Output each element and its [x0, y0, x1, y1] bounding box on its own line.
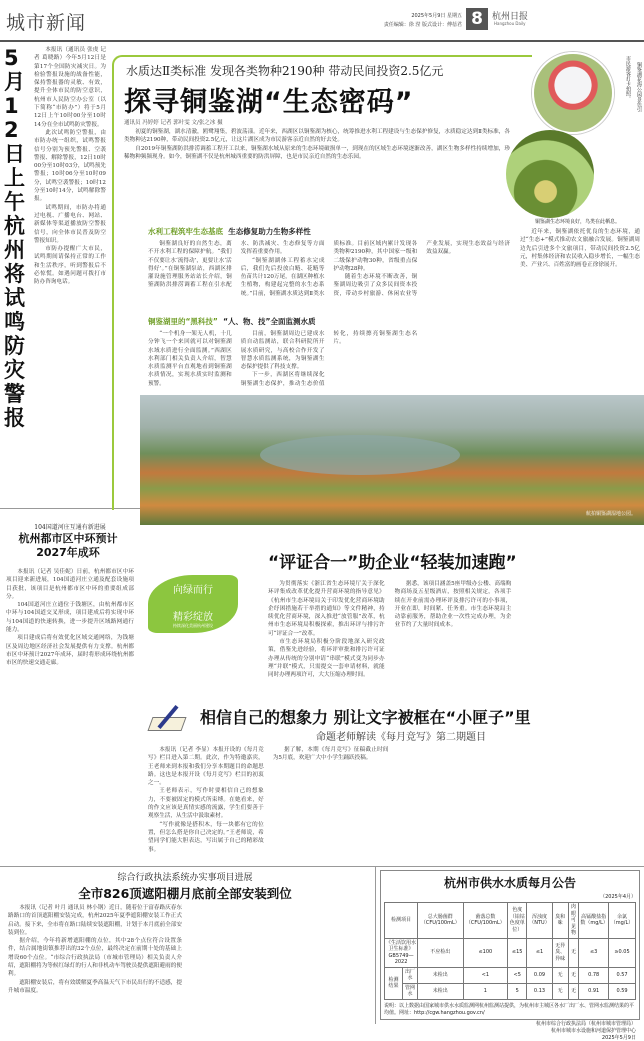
- shade-body: [8, 904, 366, 1022]
- cell: 无: [568, 967, 579, 983]
- table-header-row: [385, 903, 636, 939]
- cell: 0.57: [609, 967, 636, 983]
- ring-road-headline: 杭州都市区中环预计2027年成环: [18, 532, 118, 559]
- water-issuer-1: 杭州市综合行政执法局（杭州市城市管理局）: [535, 1020, 636, 1027]
- paragraph: 试鸣期间，市防办将通过电视、广播电台、网站、新媒体等渠道播放防空警报信号，向全体市民普及防空警报知识。: [34, 204, 106, 244]
- table-row: [385, 967, 636, 983]
- subhead-black: “人、物、技”全面监测水质: [223, 317, 316, 326]
- green-leaf-logo: [148, 575, 238, 633]
- column-header: 浑浊度（NTU）: [527, 903, 553, 939]
- cell: ≤100: [463, 938, 508, 967]
- side-caption-1: 市民游客打卡拍照。: [625, 56, 631, 101]
- writing-headline: 相信自己的想象力 别让文字被框在“小匣子”里: [200, 708, 531, 727]
- paragraph: 项目建成后将有效优化区域交通网络，为钱塘区及周边地区经济社会发展提供有力支撑。杭州都市区中环预计2027年成环，届时将形成环绕杭州都市区的快速交通走廊。: [6, 635, 134, 667]
- paragraph: 104国道河庄立通位于钱塘区，由杭州都市区中环与104国道交叉形成，项目建成后将实现中环与104国道的快速转换，进一步提升区域路网通行能力。: [6, 602, 134, 634]
- paragraph: 自2019年铜鉴湖防洪排涝调蓄工程开工以来，铜鉴湖水域从原来的生态环境破损单一，到现在的区域生态环境逐渐改善，湖区生物多样性持续增加，珍稀物种频频现身。如今，铜鉴湖不仅是杭州城西重要的防洪屏障，也是市民亲近自然的生态乐园。: [124, 145, 510, 160]
- cell: 0.13: [527, 983, 553, 999]
- paragraph: 下一步，西湖区将继续深化铜鉴湖生态保护，推动生态价值转化，持续擦亮铜鉴湖生态名片。: [240, 331, 418, 387]
- cell: 5: [508, 983, 527, 999]
- issue-date: 2025年5月9日 星期五: [411, 13, 462, 19]
- table-row: [385, 938, 636, 967]
- paragraph: 随着生态环境不断改善，铜鉴湖周边吸引了众多民间资本投资，带动乡村旅游、休闲农业等产业发展，实现生态效益与经济效益双赢。: [333, 241, 510, 297]
- column-header: 检测项目: [385, 903, 418, 939]
- page-number: 8: [466, 8, 488, 30]
- paragraph: 本报讯（记者 叶月 通讯员 林小钢）近日，随着位于富春路庆春东路路口的首顶遮阳棚安装完成，杭州2025年夏季遮阳棚安装工作正式启动。接下来，全市将在路口陆续安装遮阳棚，计划于本月底前全部安装到位。: [8, 905, 182, 936]
- subhead-green: 铜鉴湖里的“黑科技”: [148, 317, 218, 326]
- cell: 无: [568, 983, 579, 999]
- water-notice: [380, 870, 640, 1041]
- side-caption-3: 铜鉴湖生态环境良好，鸟类在此栖息。: [534, 219, 620, 225]
- subhead-green: 水利工程筑牢生态基底: [148, 227, 223, 236]
- paragraph: 此次试鸣防空警报，由市防办统一组织，试鸣警报信号分别为预先警报、空袭警报、解除警报，12日10时00分至10时03分，试鸣预先警报；10时06分至10时09分，试鸣空袭警报；10时12分至10时14分，试鸣解除警报。: [34, 129, 106, 203]
- paragraph: 王老师表示，写作时要相信自己的想象力，不要被固定的模式所束缚。在她看来，好的作文应该是真情实感的流露，学生们要善于观察生活，从生活中汲取素材。: [148, 788, 264, 820]
- column-header: 余氯（mg/L）: [609, 903, 636, 939]
- column-header: 色度（铂钴色度单位）: [508, 903, 527, 939]
- photo-caption: 航拍铜鉴湖湿地公园。: [585, 511, 636, 517]
- cell: 1: [463, 983, 508, 999]
- side-body: [520, 228, 640, 388]
- cell: 无: [552, 967, 568, 983]
- row-label: 《生活饮用水卫生标准》GB5749—2022: [386, 939, 417, 965]
- paragraph: 初夏的铜鉴湖，湖水清澈，鸥鹭翔集，碧波荡漾。近年来，西湖区以铜鉴湖为核心，统筹推进水利工程建设与生态保护修复，水质稳定达到Ⅱ类标准，各类物种达2190种，带动民间投资2.5亿元，让这片湖区成为市民游客亲近自然的好去处。: [124, 129, 510, 144]
- shade-headline: 全市826顶遮阳棚月底前全部安装到位: [78, 886, 292, 901]
- cell: <1: [463, 967, 508, 983]
- paragraph: “铜鉴湖湖体工程蓄水完成后，我们先后投放白鲢、花鲢等鱼苗共计120万尾，在湖区种植水生植物，构建起完整的水生态系统。”目前，铜鉴湖水质达到Ⅱ类水质标准。目前区域内累计发现各类物种2190种，其中国家一级和二级保护动物30种，省级重点保护动物28种。: [240, 241, 418, 297]
- row-label: 管网水: [402, 983, 417, 999]
- paragraph: 据介绍，今年将新增遮阳棚的点位，其中28个点位符合设置条件，结合属地街镇推荐出的32个点位，最终决定在前期十处的基础上增设60个点位。“市综合行政执法局（市城市管理局）相关负责人介绍，遮阳棚将为等候红绿灯的行人和非机动车驾驶员提供遮阳避雨的便利。: [8, 938, 182, 978]
- subhead-black: 生态修复助力生物多样性: [228, 227, 311, 236]
- water-quality-table: [384, 902, 636, 1000]
- paragraph: 本报讯（记者 李显）本报开设的《每月竞写》栏目进入第二期。此次，作为特邀嘉宾，王老师来到本报和我们分享本期题目的命题思路。这也是本报开设《每月竞写》栏目的初衷之一。: [148, 747, 264, 787]
- row-label: 出厂水: [402, 967, 417, 983]
- main-byline: 通讯员 冯婷婷 记者 郭叶雯 文/张之冰 摄: [124, 120, 223, 126]
- section-divider: [0, 866, 644, 867]
- main-kicker: 水质达Ⅱ类标准 发现各类物种2190种 带动民间投资2.5亿元: [126, 64, 444, 78]
- water-issuer-2: 杭州市城市水设施和河道保护管理中心: [550, 1027, 636, 1034]
- cell: 无: [568, 938, 579, 967]
- paragraph: 据了解，本期《每月竞写》征稿截止时间为5月底，欢迎广大中小学生踊跃投稿。: [272, 747, 389, 762]
- column-header: 肉眼可见物: [568, 903, 579, 939]
- cell: ≥0.05: [609, 938, 636, 967]
- photo-couple-frame: [532, 52, 614, 134]
- paragraph: 铜鉴湖良好的自然生态，离不开水利工程的保障护航。“我们不仅要让水‘流得动’，更要让水‘活得好’。”在铜鉴湖泵站，西湖区排灌设施管理服务站站长介绍，铜鉴湖防洪排涝调蓄工程在引水配水、防洪减灾、生态修复等方面发挥着重要作用。: [148, 241, 325, 289]
- cell: 不应检出: [418, 938, 463, 967]
- water-note: 说明：以上数据由国家城市供水水质监测网杭州监测站提供，为杭州市主城区各水厂出厂水、管网水监测结果的平均值。网址：http://cgw.hangzhou.gov.cn/: [384, 1002, 635, 1016]
- main-headline: 探寻铜鉴湖“生态密码”: [124, 87, 414, 118]
- paragraph: 本报讯（记者 吴佳妮）日前，杭州都市区中环项目迎来新进展，104国道河庄立通及配套设施项目获批，该项目是杭州都市区中环的重要组成部分。: [6, 569, 134, 600]
- writing-subheadline: 命题老师解读《每月竞写》第二期题目: [316, 732, 486, 743]
- cell: 0.78: [579, 967, 609, 983]
- cell: ≤3: [579, 938, 609, 967]
- review-body: [268, 580, 638, 695]
- logo-text-bottom: 精彩绽放: [173, 612, 213, 623]
- cell: 无: [552, 983, 568, 999]
- masthead-en: Hangzhou Daily: [494, 21, 526, 26]
- masthead: 杭州日报: [492, 12, 529, 22]
- column-divider: [375, 867, 376, 1024]
- logo-text-top: 向绿而行: [173, 585, 213, 596]
- photo-bird: [506, 130, 594, 218]
- logo-ribbon: 持续深化美丽杭州建设: [173, 623, 213, 628]
- column-header: 总大肠菌群（CFU/100mL）: [418, 903, 463, 939]
- header-rule: [0, 40, 644, 42]
- review-headline: “评证合一”助企业“轻装加速跑”: [268, 553, 517, 573]
- cell: 无异臭、异味: [552, 938, 568, 967]
- subhead-2: [148, 316, 315, 327]
- paragraph: 为贯彻落实《浙江省生态环境厅关于深化环评集成改革优化提升营商环境的指导意见》《杭州市生态环境局关于印发优化营商环境助企纾困措施若干举措的通知》等文件精神，持续优化营商环境，深入推进“放管服”改革，杭州市生态环境局积极探索，推出环评与排污许可“评证合一”改革。: [268, 581, 385, 637]
- paragraph: 市防办提醒广大市民，试鸣期间请保持正常的工作和生活秩序，听到警报后不必惊慌。如遇问题可拨打市防办咨询电话。: [34, 246, 106, 286]
- paragraph: “写作就像是搭积木，每一块都有它的位置，但怎么搭是你自己决定的。”王老师说，希望同学们能大胆表达，写出属于自己的精彩故事。: [148, 821, 264, 853]
- paragraph: 据悉，该项目涵盖5座甲级办公楼、高端购物商场及五星级酒店，按照相关规定，各项手续在开业前需办理环评及排污许可的小事项，开业在即，时间紧、任务重。市生态环境局主动靠前服务，帮助企业一次性完成办理，为企业节约了大量时间成本。: [394, 581, 512, 629]
- writing-body: [148, 746, 638, 864]
- section-title: 城市新闻: [6, 12, 87, 34]
- water-title: 杭州市供水水质每月公告: [443, 876, 576, 890]
- paragraph: 近年来，铜鉴湖依托优良的生态环境，通过“生态+”模式推动农文旅融合发展。铜鉴湖周边先后引进多个文旅项目，带动民间投资2.5亿元，村集体经济和农民收入稳步增长，一幅生态美、产业兴、百姓富的画卷正徐徐展开。: [520, 229, 640, 269]
- table-row: [385, 983, 636, 999]
- cell: <5: [508, 967, 527, 983]
- side-caption-2: 铜鉴湖花海公园景色引: [636, 62, 642, 112]
- pen-notebook-icon: [148, 703, 190, 733]
- water-period: （2025年4月）: [600, 894, 636, 900]
- cell: ≤15: [508, 938, 527, 967]
- column-header: 菌落总数（CFU/100mL）: [463, 903, 508, 939]
- cell: 未检出: [418, 983, 463, 999]
- column-header: 高锰酸盐指数（mg/L）: [579, 903, 609, 939]
- sub2-body: [148, 330, 510, 392]
- paragraph: 目前，铜鉴湖周边已建成水质自动监测站，联合科研院所开展水质研究，与高校合作开发了智慧水质监测系统，为铜鉴湖生态保护提供了科技支撑。: [240, 331, 325, 371]
- lake-aerial-photo: [140, 395, 644, 525]
- alarm-headline: 5月12日上午杭州将试鸣防灾警报: [4, 46, 25, 430]
- main-lead: [124, 128, 510, 213]
- sub1-body: [148, 240, 510, 300]
- shade-kicker: 综合行政执法系统办实事项目进展: [117, 873, 253, 883]
- paragraph: 市生态环境局积极分阶段地深入研究政策，借鉴先进经验，将环评审批和排污许可证办理从传统的分别申请“串联”模式变为同步办理“并联”模式，只需提交一套申请材料，就能同时办理两项许可，大大压缩办理时间。: [268, 639, 385, 679]
- cell: 0.09: [527, 967, 553, 983]
- cell: 0.59: [609, 983, 636, 999]
- editors: 责任编辑：徐 滢 版式设计：傅蓓君: [383, 22, 462, 28]
- paragraph: 遮阳棚安装后，将有效缓解夏季高温天气下市民出行的不适感，提升城市温度。: [8, 979, 182, 994]
- ring-road-kicker: 104国道河庄互通有新进展: [34, 524, 106, 531]
- paragraph: “一个机身一架无人机，十几分钟飞一个来回就可以对铜鉴湖水域水质进行全面监测。”西湖区水利部门相关负责人介绍，智慧水质监测平台直观地看到铜鉴湖水质情况，实现水质实时监测和预警。: [148, 331, 232, 387]
- cell: 0.91: [579, 983, 609, 999]
- subhead-1: [148, 226, 311, 237]
- paragraph: 本报讯（通讯员 张虔 记者 葛晓路）今年5月12日是第17个全国防灾减灾日。为检验警报设施的战备性能，保持警报器的灵敏、有效，提升全体市民的防空意识，杭州市人民防空办公室（以下简称“市防办”）将于5月12日上午10时00分至10时14分在全市试鸣防灾警报。: [34, 47, 106, 128]
- row-group-label: 检测结果: [385, 967, 403, 999]
- cell: 未检出: [418, 967, 463, 983]
- ring-road-body: [6, 568, 134, 868]
- water-date: 2025年5月9日: [601, 1034, 636, 1041]
- column-header: 臭和味: [552, 903, 568, 939]
- cell: ≤1: [527, 938, 553, 967]
- alarm-body: [34, 46, 106, 506]
